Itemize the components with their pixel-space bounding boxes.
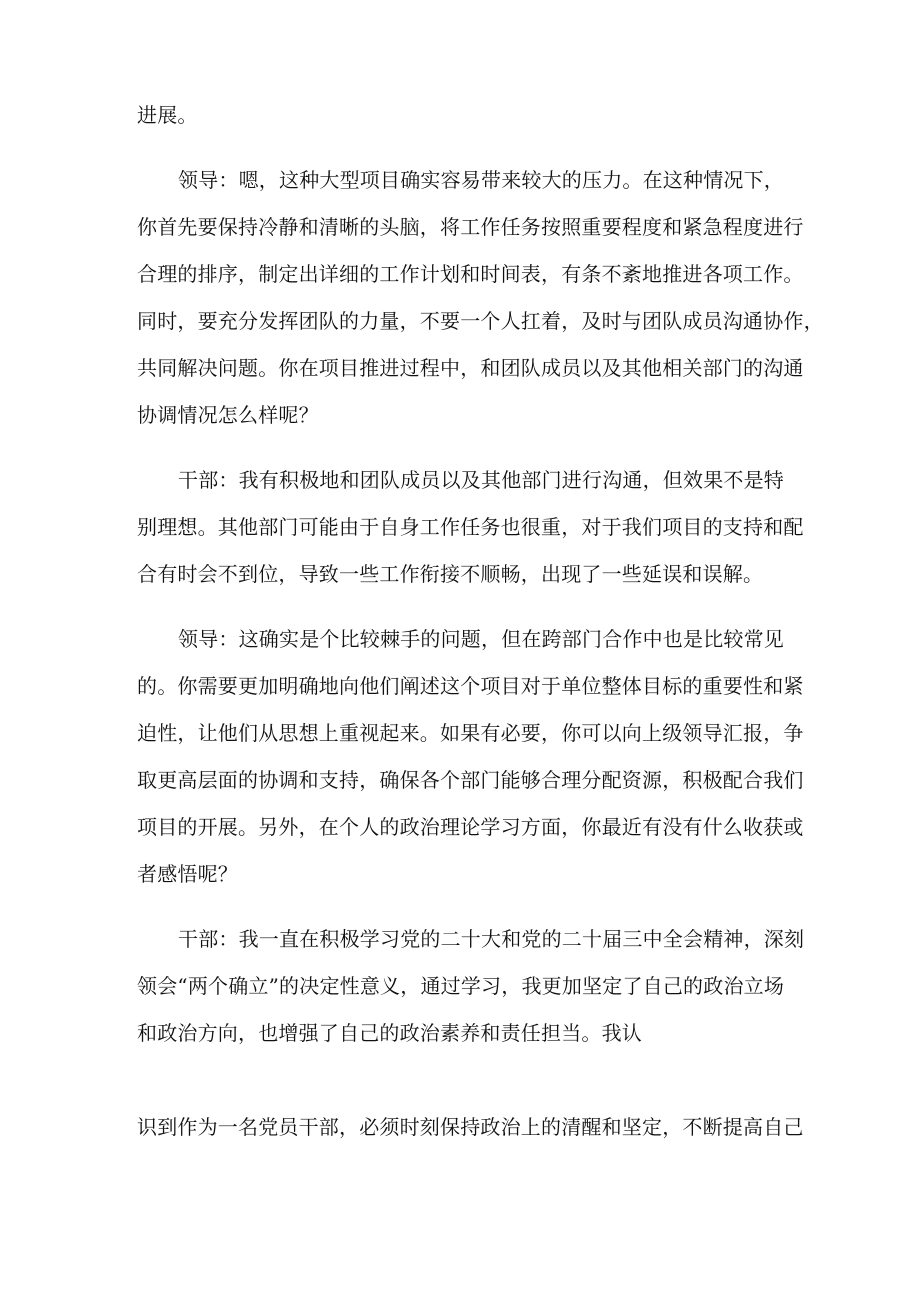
text-line: 别理想。其他部门可能由于自身工作任务也很重，对于我们项目的支持和配 (137, 515, 804, 539)
text-line: 进展。 (137, 103, 198, 127)
paragraph-cadre-2-line: 干部：我一直在积极学习党的二十大和党的二十届三中全会精神，深刻 (178, 927, 805, 951)
text-line: 取更高层面的协调和支持，确保各个部门能够合理分配资源，积极配合我们 (137, 768, 804, 792)
text-line: 同时，要充分发挥团队的力量，不要一个人扛着，及时与团队成员沟通协作， (137, 309, 824, 333)
text-line: 项目的开展。另外，在个人的政治理论学习方面，你最近有没有什么收获或 (137, 815, 804, 839)
text-line: 合理的排序，制定出详细的工作计划和时间表，有条不紊地推进各项工作。 (137, 262, 804, 286)
text-line: 和政治方向，也增强了自己的政治素养和责任担当。我认 (137, 1021, 642, 1045)
text-line: 者感悟呢？ (137, 862, 238, 886)
text-line: 你首先要保持冷静和清晰的头脑，将工作任务按照重要程度和紧急程度进行 (137, 215, 804, 239)
text-line: 协调情况怎么样呢？ (137, 403, 319, 427)
text-line: 领会“两个确立”的决定性意义，通过学习，我更加坚定了自己的政治立场 (137, 974, 785, 998)
paragraph-cadre-1-line: 干部：我有积极地和团队成员以及其他部门进行沟通，但效果不是特 (178, 468, 784, 492)
text-line: 识到作为一名党员干部，必须时刻保持政治上的清醒和坚定，不断提高自己 (137, 1115, 804, 1139)
text-line: 的。你需要更加明确地向他们阐述这个项目对于单位整体目标的重要性和紧 (137, 674, 804, 698)
paragraph-leader-1-line: 领导：嗯，这种大型项目确实容易带来较大的压力。在这种情况下， (178, 168, 784, 192)
text-line: 迫性，让他们从思想上重视起来。如果有必要，你可以向上级领导汇报，争 (137, 721, 804, 745)
paragraph-leader-2-line: 领导：这确实是个比较棘手的问题，但在跨部门合作中也是比较常见 (178, 627, 784, 651)
text-line: 合有时会不到位，导致一些工作衔接不顺畅，出现了一些延误和误解。 (137, 562, 764, 586)
text-line: 共同解决问题。你在项目推进过程中，和团队成员以及其他相关部门的沟通 (137, 356, 804, 380)
